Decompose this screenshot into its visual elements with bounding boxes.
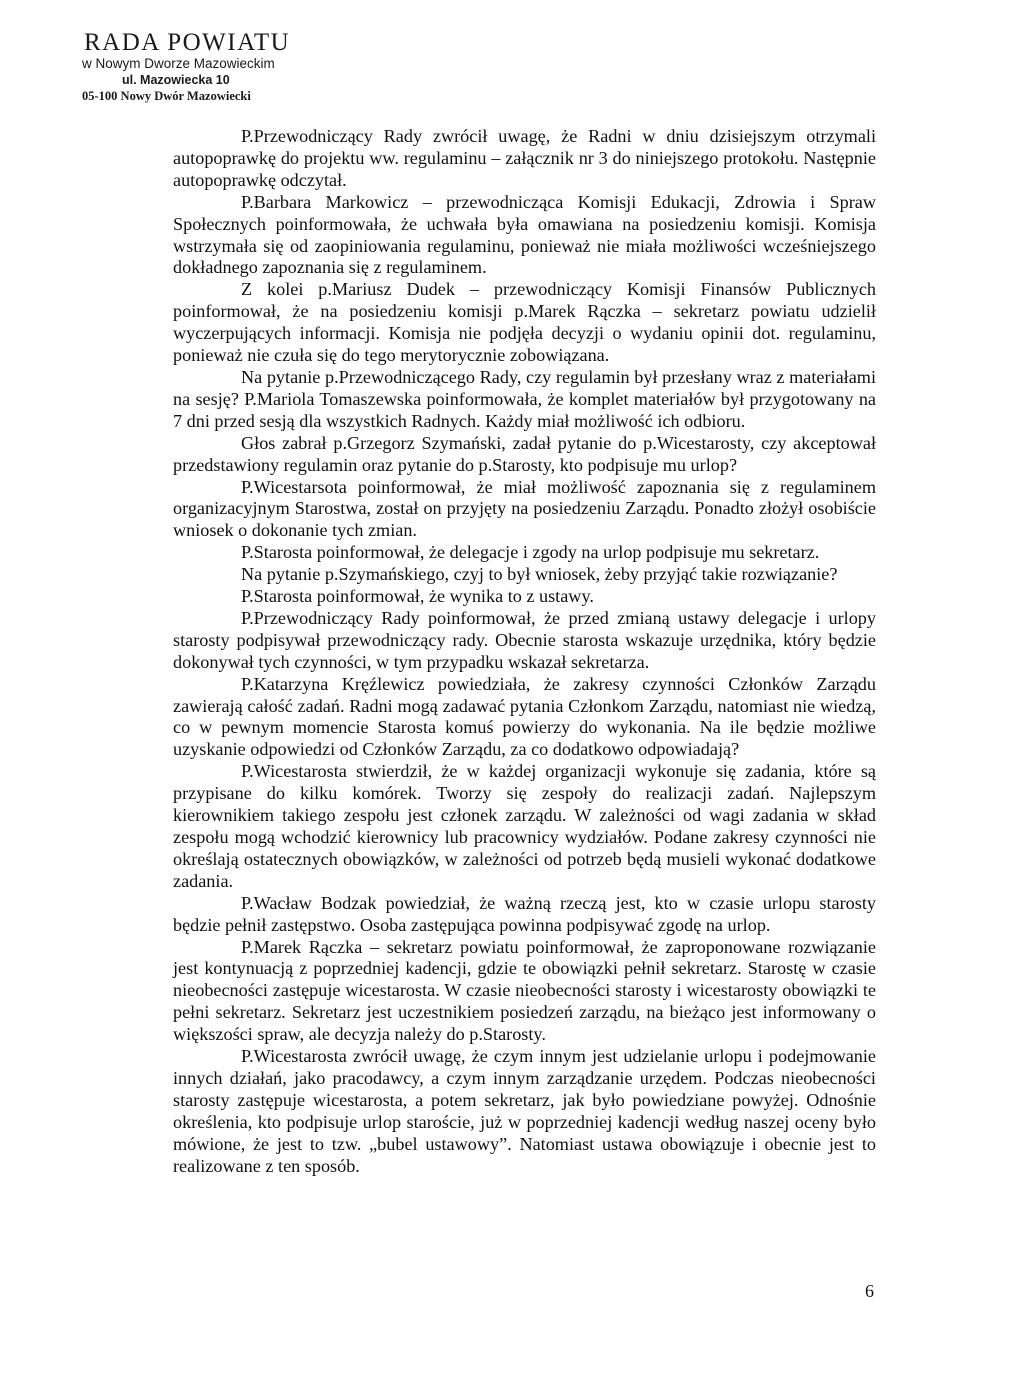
stamp-location: w Nowym Dworze Mazowieckim [82, 56, 275, 71]
stamp-city: 05-100 Nowy Dwór Mazowiecki [82, 89, 251, 103]
paragraph: Na pytanie p.Szymańskiego, czyj to był wniosek, żeby przyjąć takie rozwiązanie? [241, 564, 838, 585]
stamp-street: ul. Mazowiecka 10 [122, 73, 230, 87]
stamp-title: RADA POWIATU [84, 29, 291, 56]
paragraph: P.Katarzyna Kręźlewicz powiedziała, że zakresy czynności Członków Zarządu zawierają całość zadań. Radni mogą zadawać pytania Członkom Zarządu, natomiast nie wiedzą, co w pewnym momencie Starosta komuś powierzy do wykonania. Na ile będzie możliwe uzyskanie odpowiedzi od Członków Zarządu, za co dodatkowo odpowiadają? [173, 673, 876, 760]
paragraph: P.Wacław Bodzak powiedział, że ważną rzeczą jest, kto w czasie urlopu starosty będzie pełnił zastępstwo. Osoba zastępująca powinna podpisywać zgodę na urlop. [173, 892, 876, 935]
paragraph: P.Marek Rączka – sekretarz powiatu poinformował, że zaproponowane rozwiązanie jest kontynuacją z poprzedniej kadencji, gdzie te obowiązki pełnił sekretarz. Starostę w czasie nieobecności zastępuje wicestarosta. W czasie nieobecności starosty i wicestarosty obowiązki te pełni sekretarz. Sekretarz jest uczestnikiem posiedzeń zarządu, na bieżąco jest informowany o większości spraw, ale decyzja należy do p.Starosty. [173, 936, 876, 1045]
council-stamp [82, 30, 342, 104]
paragraph: P.Przewodniczący Rady poinformował, że przed zmianą ustawy delegacje i urlopy starosty podpisywał przewodniczący rady. Obecnie starosta wskazuje urzędnika, który będzie dokonywał tych czynności, w tym przypadku wskazał sekretarza. [173, 607, 876, 672]
document-body [173, 126, 876, 1178]
paragraph: P.Przewodniczący Rady zwrócił uwagę, że Radni w dniu dzisiejszym otrzymali autopoprawkę do projektu ww. regulaminu – załącznik nr 3 do niniejszego protokołu. Następnie autopoprawkę odczytał. [173, 126, 876, 190]
paragraph: P.Barbara Markowicz – przewodnicząca Komisji Edukacji, Zdrowia i Spraw Społecznych poinformowała, że uchwała była omawiana na posiedzeniu komisji. Komisja wstrzymała się od zaopiniowania regulaminu, ponieważ nie miała możliwości wcześniejszego dokładnego zapoznania się z regulaminem. [173, 191, 876, 278]
paragraph: P.Starosta poinformował, że wynika to z ustawy. [241, 586, 594, 607]
page-number: 6 [865, 1281, 874, 1301]
paragraph: Głos zabrał p.Grzegorz Szymański, zadał pytanie do p.Wicestarosty, czy akceptował przedstawiony regulamin oraz pytanie do p.Starosty, kto podpisuje mu urlop? [173, 432, 876, 475]
paragraph: P.Starosta poinformował, że delegacje i zgody na urlop podpisuje mu sekretarz. [241, 542, 820, 563]
paragraph: Z kolei p.Mariusz Dudek – przewodniczący Komisji Finansów Publicznych poinformował, że na posiedzeniu komisji p.Marek Rączka – sekretarz powiatu udzielił wyczerpujących informacji. Komisja nie podjęła decyzji o wydaniu opinii dot. regulaminu, ponieważ nie czuła się do tego merytorycznie zobowiązana. [173, 279, 876, 366]
paragraph: P.Wicestarosta stwierdził, że w każdej organizacji wykonuje się zadania, które są przypisane do kilku komórek. Tworzy się zespoły do realizacji zadań. Najlepszym kierownikiem takiego zespołu jest członek zarządu. W zależności od wagi zadania w skład zespołu mogą wchodzić kierownicy lub pracownicy wydziałów. Podane zakresy czynności nie określają ostatecznych obowiązków, w zależności od potrzeb będą musieli wykonać dodatkowe zadania. [173, 761, 876, 891]
paragraph: P.Wicestarosta zwrócił uwagę, że czym innym jest udzielanie urlopu i podejmowanie innych działań, jako pracodawcy, a czym innym zarządzanie urzędem. Podczas nieobecności starosty zastępuje wicestarosta, a potem sekretarz, jak było powiedziane powyżej. Odnośnie określenia, kto podpisuje urlop staroście, już w poprzedniej kadencji według naszej oceny było mówione, że jest to tzw. „bubel ustawowy”. Natomiast ustawa obowiązuje i obecnie jest to realizowane z ten sposób. [173, 1046, 876, 1176]
paragraph: P.Wicestarsota poinformował, że miał możliwość zapoznania się z regulaminem organizacyjnym Starostwa, został on przyjęty na posiedzeniu Zarządu. Ponadto złożył osobiście wniosek o dokonanie tych zmian. [173, 476, 876, 541]
paragraph: Na pytanie p.Przewodniczącego Rady, czy regulamin był przesłany wraz z materiałami na sesję? P.Mariola Tomaszewska poinformowała, że komplet materiałów był przygotowany na 7 dni przed sesją dla wszystkich Radnych. Każdy miał możliwość ich odbioru. [173, 366, 876, 431]
